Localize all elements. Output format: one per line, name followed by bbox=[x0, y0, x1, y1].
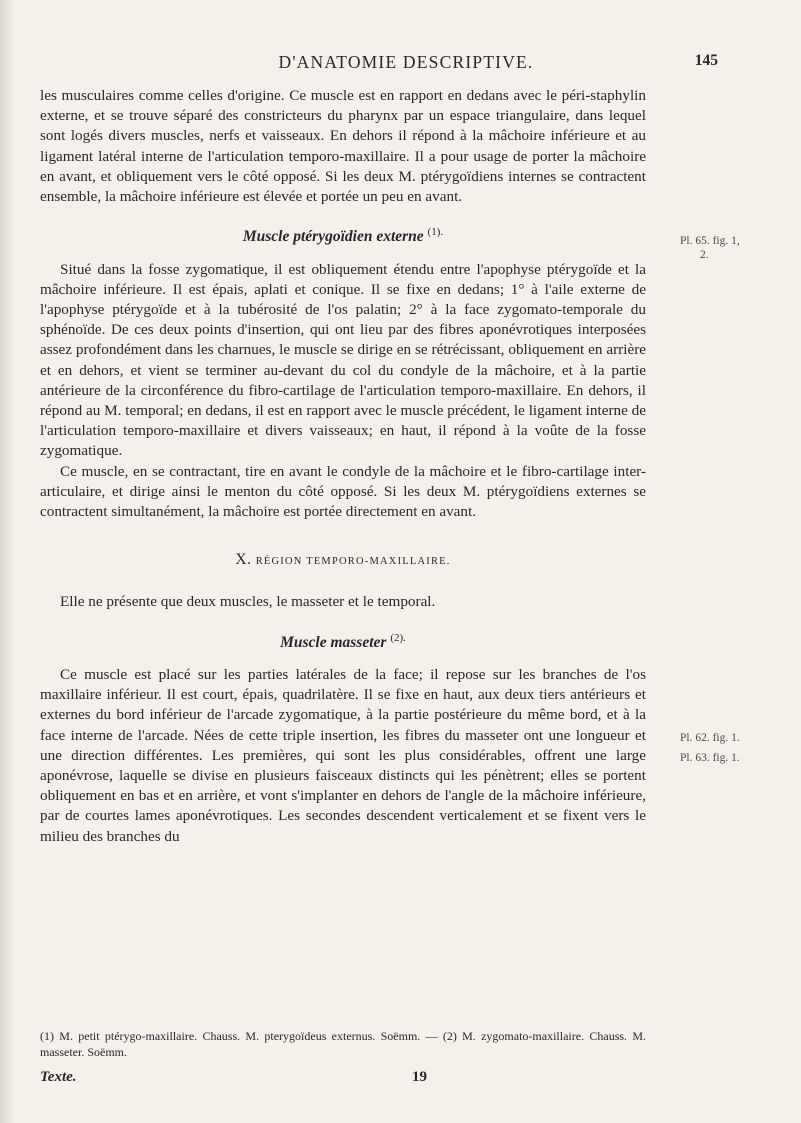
footnote-ref-2: (2). bbox=[390, 631, 406, 644]
paragraph-region-intro: Elle ne présente que deux muscles, le masseter et le temporal. bbox=[60, 593, 436, 611]
paragraph-pterygoidien-action: Ce muscle, en se contractant, tire en avant le condyle de la mâchoire et le fibro-cartilage inter-articulaire, et dirige ainsi le menton du côté opposé. Si les deux M. ptérygoïdiens externes se contractent simultanément, la mâchoire est portée directement en avant. bbox=[40, 462, 646, 521]
signature-row bbox=[40, 1069, 600, 1091]
footnote-ref-1: (1). bbox=[427, 226, 444, 239]
paragraph-pterygoidien-description: Situé dans la fosse zygomatique, il est obliquement étendu entre l'apophyse ptérygoïde et la mâchoire inférieure. Il est épais, aplati et conique. Il se fixe en dedans; 1° à l'aile externe de l'apophyse ptérygoïde et à la tubérosité de l'os palatin; 2° à la face zygomato-temporale du sphénoïde. De ces deux points d'insertion, qui ont lieu par des fibres aponévrotiques interposées assez profondément dans les charnues, le muscle se dirige en se rétrécissant, obliquement en arrière et en dehors, et vient se terminer au-devant du col du condyle de la mâchoire, et à la partie antérieure de la circonférence du fibro-cartilage de l'articulation temporo-maxillaire. En dehors, il répond au M. temporal; en dedans, il est en rapport avec le muscle précédent, le ligament interne de l'articulation temporo-maxillaire et divers vaisseaux; en haut, il répond à la voûte de la fosse zygomatique. bbox=[40, 260, 646, 460]
signature-texte: Texte. bbox=[40, 1069, 77, 1085]
region-heading bbox=[40, 550, 646, 572]
margin-note-pl65-line2: 2. bbox=[700, 249, 709, 261]
margin-note-pl62-63 bbox=[680, 731, 800, 765]
margin-note-pl65 bbox=[680, 234, 800, 262]
page-number: 145 bbox=[694, 52, 718, 69]
running-title: D'ANATOMIE DESCRIPTIVE. bbox=[278, 52, 534, 72]
margin-note-pl65-line1: Pl. 65. fig. 1, bbox=[680, 235, 740, 247]
footnotes bbox=[40, 1028, 646, 1060]
paragraph-masseter-description: Ce muscle est placé sur les parties latérales de la face; il repose sur les branches de l'os maxillaire inférieur. Il est court, épais, quadrilatère. Il se fixe en haut, aux deux tiers antérieurs et externes du bord inférieur de l'arcade zygomatique, à la partie postérieure du même bord, et à la face interne de l'arcade. Nées de cette triple insertion, les fibres du masseter ont une longueur et une direction différentes. Les premières, qui sont les plus considérables, offrent une large aponévrose, laquelle se divise en plusieurs faisceaux distincts qui les pénètrent; elles se portent obliquement en bas et en arrière, et vont s'implanter en dehors de l'angle de la mâchoire inférieure, par de courtes lames aponévrotiques. Les secondes descendent verticalement et se fixent vers le milieu des branches du bbox=[40, 665, 646, 845]
main-text bbox=[40, 86, 646, 847]
margin-note-pl63: Pl. 63. fig. 1. bbox=[680, 752, 740, 764]
page-header bbox=[94, 52, 718, 82]
heading-pterygoidien-externe bbox=[40, 222, 646, 247]
footnote-1-2: (1) M. petit ptérygo-maxillaire. Chauss. M. pterygoïdeus externus. Soëmm. — (2) M. zygomato-maxillaire. Chauss. M. masseter. Soëmm. bbox=[40, 1029, 646, 1059]
margin-note-pl62: Pl. 62. fig. 1. bbox=[680, 732, 740, 744]
paragraph-continuation: les musculaires comme celles d'origine. Ce muscle est en rapport en dedans avec le péri-staphylin externe, et se trouve séparé des constricteurs du pharynx par un espace triangulaire, dans lequel sont logés divers muscles, nerfs et vaisseaux. En dehors il répond à la mâchoire inférieure et au ligament latéral interne de l'articulation temporo-maxillaire. Il a pour usage de porter la mâchoire en avant, et obliquement vers le côté opposé. Si les deux M. ptérygoïdiens internes se contractent ensemble, la mâchoire inférieure est élevée et portée un peu en avant. bbox=[40, 87, 646, 206]
region-title: RÉGION TEMPORO-MAXILLAIRE. bbox=[255, 556, 451, 568]
signature-number: 19 bbox=[412, 1069, 427, 1085]
heading-masseter-text: Muscle masseter bbox=[280, 633, 387, 651]
heading-masseter bbox=[40, 628, 646, 653]
region-numeral: X. bbox=[235, 551, 252, 569]
heading-pterygoidien-text: Muscle ptérygoïdien externe bbox=[242, 228, 424, 246]
page-binding-edge bbox=[0, 0, 14, 1123]
